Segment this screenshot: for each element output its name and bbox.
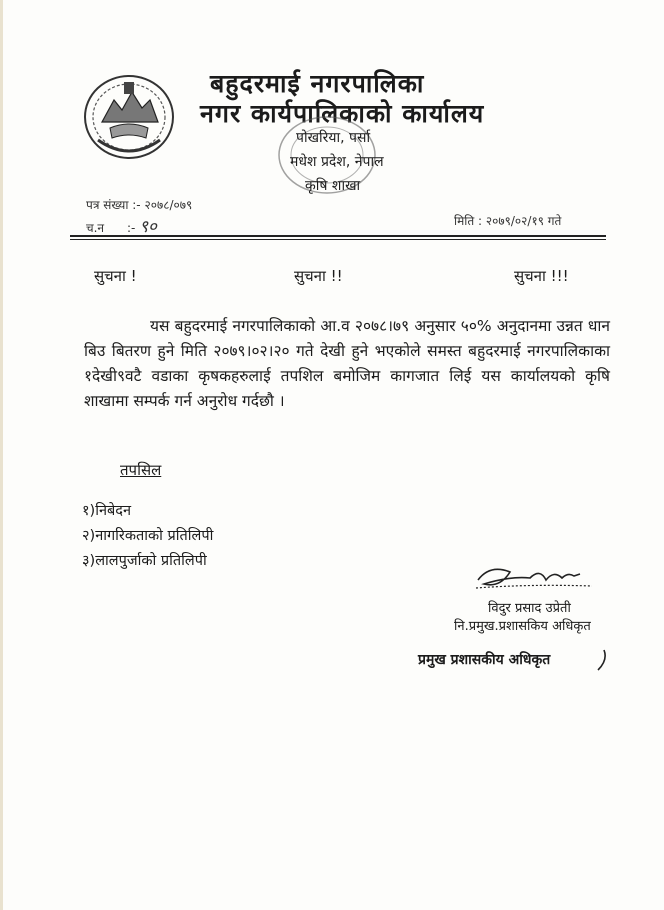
- address-line-3: कृषि शाखा: [305, 178, 361, 194]
- tapsil-heading: तपसिल: [120, 461, 162, 479]
- notice-heading-2: सुचना !!: [294, 267, 343, 285]
- list-item: १)निबेदन: [82, 503, 132, 519]
- office-subtitle: नगर कार्यपालिकाको कार्यालय: [200, 99, 485, 128]
- letter-number: [86, 196, 192, 213]
- dispatch-number-value: ९०: [139, 217, 157, 237]
- header-divider: [70, 235, 606, 237]
- signatory-name: विदुर प्रसाद उप्रेती: [488, 601, 571, 616]
- address-line-2: मधेश प्रदेश, नेपाल: [290, 154, 384, 170]
- stamp-mark-icon: [594, 648, 608, 672]
- list-item: ३)लालपुर्जाको प्रतिलिपी: [82, 553, 207, 569]
- letter-number-label: पत्र संख्या :-: [86, 198, 141, 212]
- list-item: २)नागरिकताको प्रतिलिपी: [82, 528, 214, 544]
- dispatch-number-sep: :-: [127, 221, 136, 235]
- government-emblem-icon: [80, 70, 178, 162]
- letter-date: [454, 212, 561, 229]
- dispatch-number-label: च.न: [86, 221, 105, 235]
- date-value: २०७९/०२/१९ गते: [485, 214, 562, 228]
- dispatch-number: [86, 214, 157, 237]
- official-stamp: प्रमुख प्रशासकीय अधिकृत: [418, 652, 551, 668]
- notice-heading-3: सुचना !!!: [514, 267, 569, 285]
- notice-heading-1: सुचना !: [94, 267, 137, 285]
- address-line-1: पोखरिया, पर्सा: [296, 130, 371, 146]
- letter-number-value: २०७८/०७९: [144, 198, 193, 212]
- signature-icon: [470, 558, 600, 598]
- date-label: मिति :: [454, 214, 483, 228]
- header-divider-thin: [70, 239, 606, 240]
- office-title: बहुदरमाई नगरपालिका: [210, 69, 425, 98]
- notice-body: यस बहुदरमाई नगरपालिकाको आ.व २०७८।७९ अनुसार ५०% अनुदानमा उन्नत धान बिउ बितरण हुने मिति २०७९।०२।२० गते देखी हुने भएकोले समस्त बहुदरमाई नगरपालिकाका १देखी९वटै वडाका कृषकहरुलाई तपशिल बमोजिम कागजात लिई यस कार्यालयको कृषि शाखामा सम्पर्क गर्न अनुरोध गर्दछौ ।: [84, 317, 610, 410]
- paper-edge: [0, 0, 3, 910]
- signatory-position: नि.प्रमुख.प्रशासकिय अधिकृत: [454, 619, 591, 634]
